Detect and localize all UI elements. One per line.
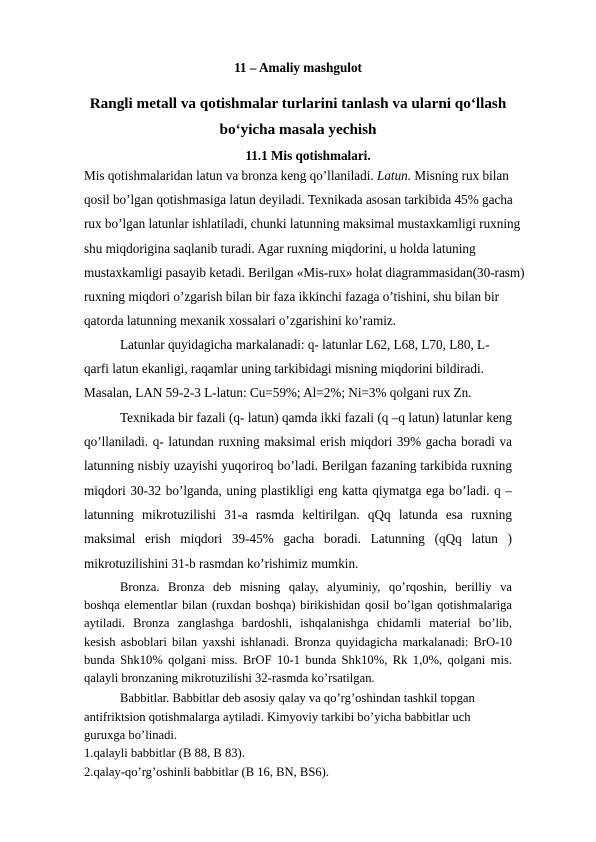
text-segment: Masalan, LAN 59-2-3 L-latun: Cu=59%; Al=2%; Ni=3% qolgani rux Zn. bbox=[84, 385, 472, 400]
text-segment: ruxning miqdori o’zgarish bilan bir faza ikkinchi fazaga o’tishini, shu bilan bir bbox=[84, 289, 500, 304]
text-segment: qarfi latun ekanligi, raqamlar uning tarkibidagi misning miqdorini bildiradi. bbox=[84, 361, 484, 376]
text-line bbox=[84, 216, 520, 232]
text-line bbox=[84, 670, 375, 686]
text-line bbox=[84, 652, 512, 668]
text-segment: guruxga bo’linadi. bbox=[84, 728, 178, 742]
text-line bbox=[84, 531, 512, 547]
title-line-1: Rangli metall va qotishmalar turlarini tanlash va ularni qo‘llash bbox=[89, 95, 507, 112]
text-line bbox=[84, 289, 499, 305]
text-line bbox=[84, 727, 177, 743]
text-line bbox=[84, 483, 512, 499]
text-segment: Mis qotishmalaridan latun va bronza keng qo’llaniladi. bbox=[84, 168, 377, 183]
text-line bbox=[84, 192, 513, 208]
text-line bbox=[120, 337, 490, 353]
text-segment: 1.qalayli babbitlar (B 88, B 83). bbox=[84, 746, 245, 760]
text-segment: maksimal erish miqdori 39-45% gacha boradi. Latunning (qQq latun ) bbox=[84, 531, 512, 546]
text-segment: qalayli bronzaning mikrotuzilishi 32-rasmda ko’rsatilgan. bbox=[84, 671, 375, 685]
text-line bbox=[120, 579, 512, 595]
text-segment: bunda Shk10% qolgani miss. BrOF 10-1 bunda Shk10%, Rk 1,0%, qolgani mis. bbox=[84, 653, 512, 667]
text-line bbox=[84, 168, 509, 184]
text-segment: rux bo’lgan latunlar ishlatiladi, chunki latunning maksimal mustaxkamligi ruxning bbox=[84, 216, 521, 231]
text-line bbox=[84, 361, 484, 377]
text-line bbox=[120, 690, 475, 706]
text-line bbox=[84, 745, 245, 761]
text-segment: qosil bo’lgan qotishmasiga latun deyiladi. Texnikada asosan tarkibida 45% gacha bbox=[84, 192, 513, 207]
text-segment: mikrotuzilishini 31-b rasmdan ko’rishimiz mumkin. bbox=[84, 556, 359, 571]
text-line bbox=[84, 615, 512, 631]
text-line bbox=[84, 597, 512, 613]
text-segment: Latunlar quyidagicha markalanadi: q- latunlar L62, L68, L70, L80, L- bbox=[120, 337, 490, 352]
text-segment: latunning nisbiy uzayishi yuqoriroq bo’ladi. Berilgan fazaning tarkibida ruxning bbox=[84, 458, 512, 473]
text-segment: shu miqdorigina saqlanib turadi. Agar ruxning miqdorini, u holda latuning bbox=[84, 241, 476, 256]
text-segment: boshqa elementlar bilan (ruxdan boshqa) birikishidan qosil bo’lgan qotishmalariga bbox=[84, 598, 512, 612]
text-line bbox=[84, 634, 512, 650]
text-line bbox=[84, 507, 512, 523]
italic-term: Latun. bbox=[376, 168, 412, 183]
text-segment: Bronza. Bronza deb misning qalay, alyuminiy, qo’rqoshin, berilliy va bbox=[120, 580, 512, 594]
text-line bbox=[84, 385, 471, 401]
text-segment: mustaxkamligi pasayib ketadi. Berilgan «Mis-rux» holat diagrammasidan(30-rasm) bbox=[84, 265, 525, 280]
text-segment: aytiladi. Bronza zanglashga bardoshli, ishqalanishga chidamli material bo’lib, bbox=[84, 616, 512, 630]
section-heading: 11.1 Mis qotishmalari. bbox=[245, 148, 371, 163]
text-segment: qo’llaniladi. q- latundan ruxning maksimal erish miqdori 39% gacha boradi va bbox=[84, 434, 512, 449]
text-segment: Babbitlar. Babbitlar deb asosiy qalay va qo’rg’oshindan tashkil topgan bbox=[120, 691, 475, 705]
text-line bbox=[84, 709, 471, 725]
text-segment: qatorda latunning mexanik xossalari o’zgarishini ko’ramiz. bbox=[84, 313, 397, 328]
text-segment: kesish asboblari bilan yaxshi ishlanadi. Bronza quyidagicha markalanadi: BrO-10 bbox=[84, 635, 512, 649]
text-line bbox=[84, 764, 329, 780]
text-segment: antifriktsion qotishmalarga aytiladi. Kimyoviy tarkibi bo’yicha babbitlar uch bbox=[84, 710, 471, 724]
text-segment: Misning rux bilan bbox=[411, 168, 509, 183]
text-line bbox=[84, 434, 512, 450]
text-segment: Texnikada bir fazali (q- latun) qamda ikki fazali (q –q latun) latunlar keng bbox=[120, 410, 512, 425]
text-line bbox=[84, 241, 476, 257]
text-line bbox=[84, 458, 512, 474]
title-line-2: bo‘yicha masala yechish bbox=[219, 121, 377, 138]
text-segment: latunning mikrotuzilishi 31-a rasmda keltirilgan. qQq latunda esa ruxning bbox=[84, 507, 512, 522]
lesson-heading: 11 – Amaliy mashgulot bbox=[234, 60, 362, 75]
text-line bbox=[84, 313, 396, 329]
text-line bbox=[84, 265, 525, 281]
text-line bbox=[84, 556, 358, 572]
text-segment: miqdori 30-32 bo’lganda, uning plastikligi eng katta qiymatga ega bo’ladi. q – bbox=[84, 483, 512, 498]
text-segment: 2.qalay-qo’rg’oshinli babbitlar (B 16, BN, BS6). bbox=[84, 765, 329, 779]
text-line bbox=[120, 410, 512, 426]
